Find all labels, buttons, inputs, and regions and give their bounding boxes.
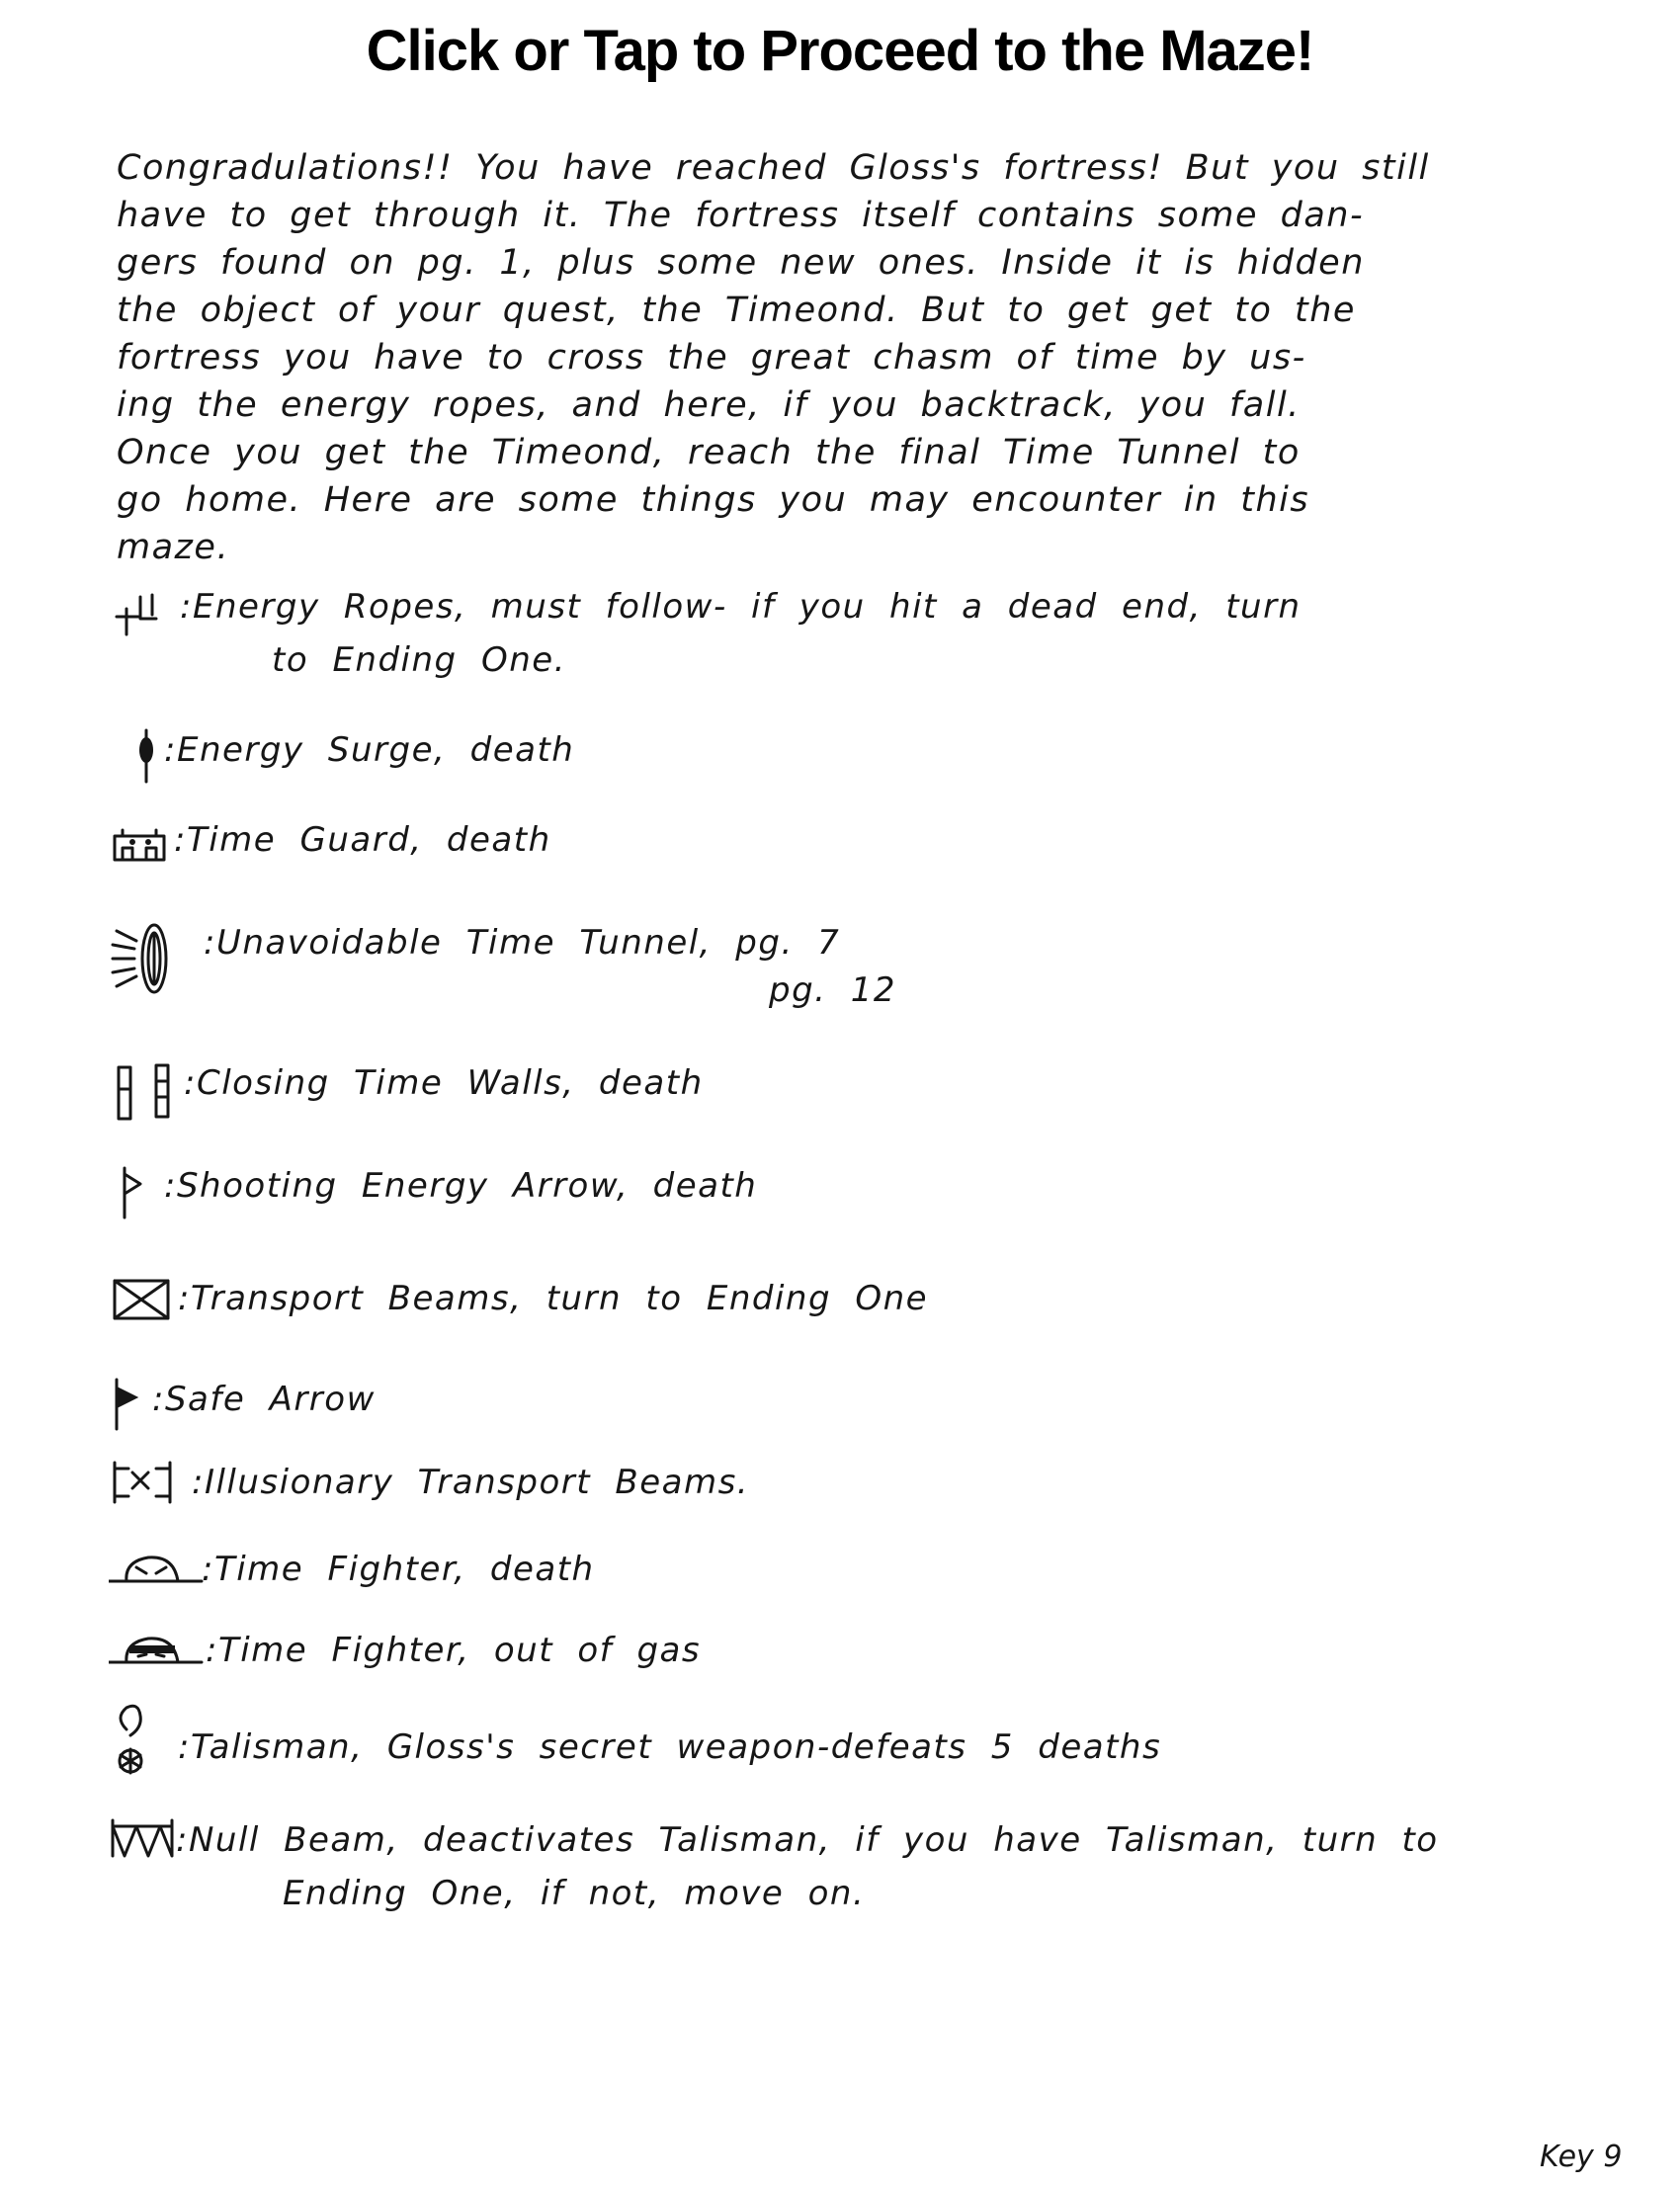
legend-text-continued: pg. 12 [769,970,897,1010]
time-fighter-icon [109,1546,208,1605]
legend-text: :Unavoidable Time Tunnel, pg. 7 [204,923,841,963]
time-guard-icon [109,816,178,876]
legend-text: :Safe Arrow [152,1380,376,1419]
legend-text: :Energy Surge, death [164,730,575,770]
legend-text: :Time Guard, death [174,820,551,860]
legend-text: :Transport Beams, turn to Ending One [178,1279,929,1318]
intro-line: maze. [117,528,230,567]
illusionary-beams-icon [109,1459,188,1518]
transport-beams-icon [109,1275,188,1334]
intro-line: fortress you have to cross the great chasm of time by us- [117,338,1306,378]
legend-text: :Closing Time Walls, death [184,1063,704,1103]
intro-line: the object of your quest, the Timeond. But to get get to the [117,291,1356,330]
intro-line: have to get through it. The fortress itself contains some dan- [117,196,1365,235]
legend-text: :Null Beam, deactivates Talisman, if you have Talisman, turn to [176,1820,1439,1860]
time-fighter-out-of-gas-icon [109,1627,208,1686]
legend-text: :Talisman, Gloss's secret weapon-defeats 5 deaths [178,1727,1162,1767]
intro-line: Congradulations!! You have reached Gloss's fortress! But you still [117,148,1430,188]
legend-text-continued: Ending One, if not, move on. [283,1874,866,1913]
intro-line: go home. Here are some things you may encounter in this [117,480,1310,520]
legend-text: :Illusionary Transport Beams. [192,1463,750,1502]
proceed-to-maze-link[interactable]: Click or Tap to Proceed to the Maze! [366,19,1314,83]
page-number: Key 9 [1540,2140,1623,2174]
intro-line: gers found on pg. 1, plus some new ones. Inside it is hidden [117,243,1365,283]
energy-ropes-icon [109,583,178,642]
legend-text: :Energy Ropes, must follow- if you hit a dead end, turn [180,587,1302,627]
legend-text: :Time Fighter, out of gas [206,1631,702,1670]
intro-line: Once you get the Timeond, reach the final Time Tunnel to [117,433,1301,472]
legend-text: :Time Fighter, death [202,1550,595,1589]
closing-walls-icon [109,1059,188,1129]
intro-line: ing the energy ropes, and here, if you backtrack, you fall. [117,385,1301,425]
talisman-icon [109,1700,188,1789]
time-tunnel-icon [109,919,188,1008]
legend-text: :Shooting Energy Arrow, death [164,1166,758,1206]
legend-text-continued: to Ending One. [272,640,566,680]
